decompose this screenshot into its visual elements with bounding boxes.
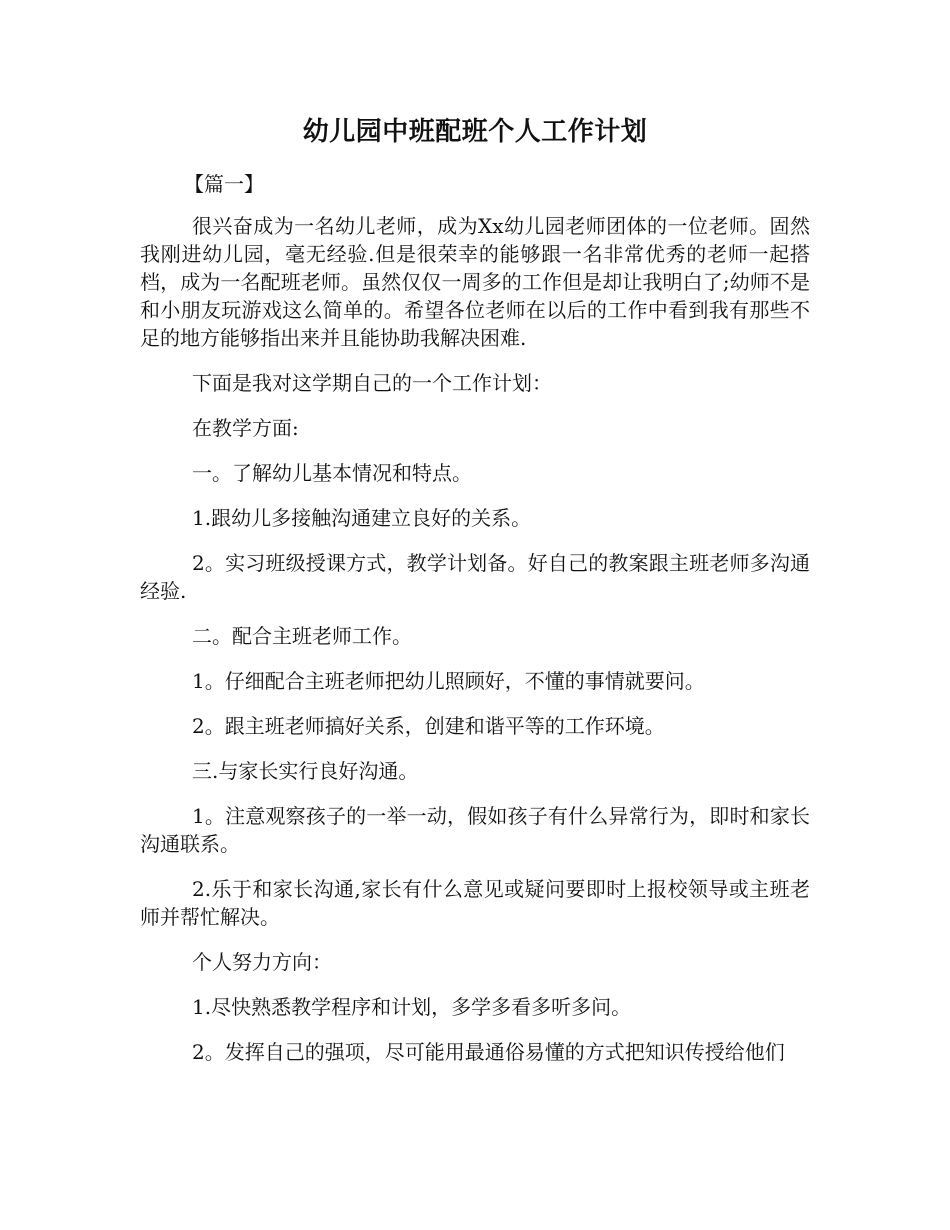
paragraph-point-1: 一。了解幼儿基本情况和特点。: [192, 461, 472, 485]
paragraph-point-3-2: 2.乐于和家长沟通,家长有什么意见或疑问要即时上报校领导或主班老师并帮忙解决。: [140, 877, 810, 929]
paragraph-effort-1: 1.尽快熟悉教学程序和计划，多学多看多听多问。: [192, 995, 632, 1019]
document-body: [140, 212, 810, 1066]
paragraph-intro: 很兴奋成为一名幼儿老师，成为Xx幼儿园老师团体的一位老师。固然我刚进幼儿园，毫无经验.但是很荣幸的能够跟一名非常优秀的老师一起搭档，成为一名配班老师。虽然仅仅一周多的工作但是却让我明白了;幼师不是和小朋友玩游戏这么简单的。希望各位老师在以后的工作中看到我有那些不足的地方能够指出来并且能协助我解决困难.: [140, 214, 810, 350]
paragraph-point-2-2: 2。跟主班老师搞好关系，创建和谐平等的工作环境。: [192, 714, 665, 738]
paragraph-point-2: 二。配合主班老师工作。: [192, 624, 412, 648]
paragraph-plan-intro: 下面是我对这学期自己的一个工作计划：: [192, 371, 552, 395]
paragraph-effort-heading: 个人努力方向：: [192, 950, 332, 974]
paragraph-point-3: 三.与家长实行良好沟通。: [192, 759, 419, 783]
document-title: 幼儿园中班配班个人工作计划: [302, 117, 648, 147]
paragraph-point-2-1: 1。仔细配合主班老师把幼儿照顾好，不懂的事情就要问。: [192, 669, 705, 693]
section-label: 【篇一】: [184, 172, 264, 196]
paragraph-point-1-2: 2。实习班级授课方式，教学计划备。好自己的教案跟主班老师多沟通经验.: [140, 551, 810, 603]
paragraph-effort-2: 2。发挥自己的强项，尽可能用最通俗易懂的方式把知识传授给他们: [192, 1040, 785, 1064]
paragraph-point-1-1: 1.跟幼儿多接触沟通建立良好的关系。: [192, 506, 532, 530]
paragraph-teaching-heading: 在教学方面:: [192, 416, 299, 440]
paragraph-point-3-1: 1。注意观察孩子的一举一动，假如孩子有什么异常行为，即时和家长沟通联系。: [140, 804, 810, 856]
